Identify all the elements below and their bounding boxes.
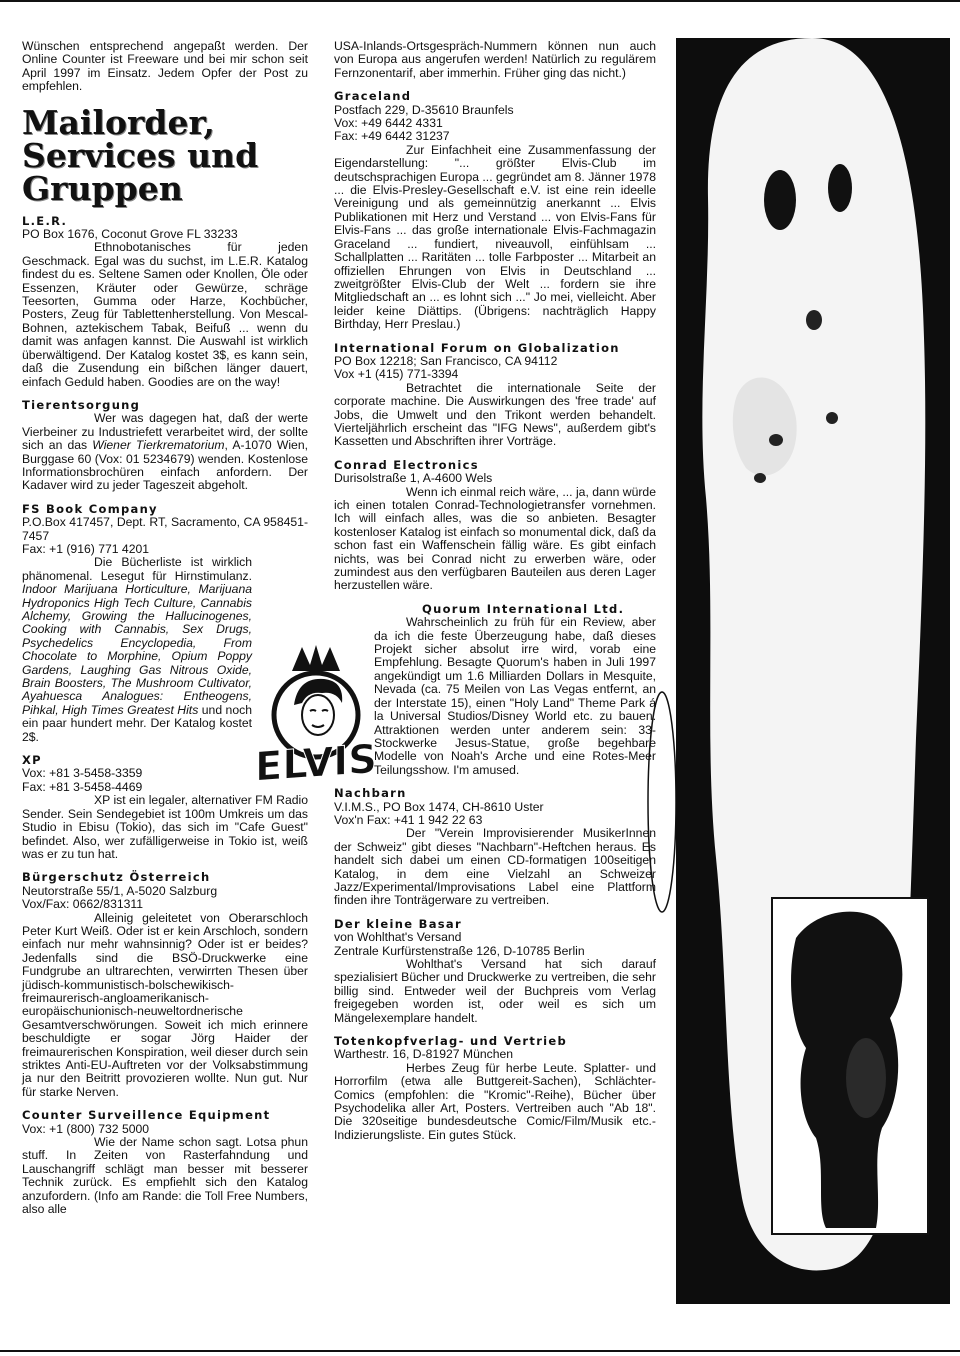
entry-address: Warthestr. 16, D-81927 München [334, 1047, 514, 1062]
entry-heading-tierentsorgung: Tierentsorgung [22, 397, 141, 412]
entry-vox: Vox: +81 3-5458-3359 [22, 766, 143, 781]
entry-heading-conrad: Conrad Electronics [334, 457, 479, 472]
ghost-figure-photo [676, 38, 950, 1304]
entry-text: Wie der Name schon sagt. Lotsa phun stuff. In Zeiten von Rasterfahndung und Lauschangriff schlägt man besser mit besserer Technik zurück. Es empfiehlt sich den Katalog anzufordern. (Info am Rande: die Toll Free Numbers, also alle [22, 1135, 308, 1217]
entry-heading-quorum: Quorum International Ltd. [422, 601, 625, 616]
entry-subtitle: von Wohlthat's Versand [334, 930, 462, 945]
entry-heading-totenkopf: Totenkopfverlag- und Vertrieb [334, 1034, 568, 1049]
entry-address: PO Box 12218; San Francisco, CA 94112 [334, 353, 558, 368]
top-rule [0, 0, 960, 2]
entry-text: XP ist ein legaler, alternativer FM Radio Sender. Sein Sendegebiet ist 100m Umkreis um das Studio in Ebisu (Tokio), das sich im "Cafe Guest" befindet. Also, wer zufälligerweise in Tokio ist, weiß was er zu tun hat. [22, 793, 308, 861]
entry-address: Neutorstraße 55/1, A-5020 Salzburg [22, 883, 218, 898]
entry-address: Zentrale Kurfürstenstraße 126, D-10785 Berlin [334, 943, 585, 958]
entry-text: Zur Einfachheit eine Zusammenfassung der Eigendarstellung: "... größter Elvis-Club im deutschsprachigen Europa ... gegründet am 8. Jänner 1978 ... die Elvis-Presley-Gesellschaft e.V. ist eine rein ideelle Vereinigung und als gemeinnützig anerkannt ... Elvis Publikationen mit Herz und Verstand ... von Elvis-Fans für Elvis-Fans ... das große internationale Elvis-Fachmagazin Graceland ... fundiert, niveauvoll, einfühlsam ... Schallplatten ... Raritäten ... tolle Farbposter ... Mitarbeit an offiziellen Ehrungen von Elvis in Deutschland ... zweitgrößter Elvis-Club der Welt ... fordern sie ihre Mitgliedschaft an ... es lohnt sich ..." Jo mei, vielleicht. Aber leider keine Diättips. (Übrigens: nachträglich Happy Birthday, Herr Preslau.) [334, 142, 656, 332]
entry-fax: Vox'n Fax: +41 1 942 22 63 [334, 812, 483, 827]
entry-text: Wohlthat's Versand hat sich darauf spezialisiert Bücher und Druckwerke zu vertreiben, die sehr billig sind. Entweder weil der Buchpreis vom Verlag freigegeben worden ist, oder weil es sich um Mängelexemplare handelt. [334, 957, 656, 1025]
entry-fax: Fax: +49 6442 31237 [334, 129, 450, 144]
section-title: Mailorder, Services und Gruppen [22, 102, 259, 208]
entry-address: V.I.M.S., PO Box 1474, CH-8610 Uster [334, 799, 544, 814]
entry-heading-xp: XP [22, 753, 42, 768]
intro-text: Wünschen entsprechend angepaßt werden. Der Online Counter ist Freeware und bei mir schon seit April 1997 im Einsatz. Jedem Opfer der Post zu empfehlen. [22, 39, 308, 94]
entry-vox: Vox: +1 (800) 732 5000 [22, 1121, 150, 1136]
entry-text: Der "Verein Improvisierender MusikerInnen der Schweiz" gibt dieses "Nachbarn"-Heftchen heraus. Es handelt sich dabei um einen CD-formatigen 100seitigen Katalog, in dem eine Vielzahl an Schweizer Jazz/Experimental/Improvisations Label eine Plattform finden ihre Tonträgerware zu vertreiben. [334, 826, 656, 908]
entry-address: Durisolstraße 1, A-4600 Wels [334, 471, 493, 486]
entry-heading-basar: Der kleine Basar [334, 916, 462, 931]
entry-heading-nachbarn: Nachbarn [334, 786, 407, 801]
entry-fax: Fax: +1 (916) 771 4201 [22, 541, 150, 556]
entry-text: Alleinig geleitetet von Oberarschloch Peter Kurt Weiß. Oder ist er kein Arschloch, sondern einfach nur mehr wahnsinnig? Oder ist er beides? Jedenfalls sind die BSÖ-Druckwerke eine Fundgrube an ultrarechten, verwirrten Thesen über jüdisch-kommunistisch-bolschewikisch-freimaurerisch-angloamerikanisch-europäischunionisch-neuweltordnerische Gesamtverschwörungen. Soweit ich mich erinnere beschuldigte er sogar Jörg Haider der freimaurerischen Konspiration, weil dieser durch sein striktes Anti-EU-Auftreten vor der Volksabstimmung ja nur den Beitritt provozieren wollte. Nun gut. Nur für starke Nerven. [22, 910, 308, 1099]
bottom-rule [0, 1350, 960, 1352]
entry-heading-fs-book: FS Book Company [22, 501, 158, 516]
middle-column [334, 40, 656, 1142]
entry-text: Wer was dagegen hat, daß der werte Vierbeiner zu Industriefett verarbeitet wird, der sollte sich an das Wiener Tierkrematorium, A-1070 Wien, Burggase 60 (Vox: 01 5234679) wenden. Kostenlose Informationsbrochüren einfach anfordern. Der Kadaver wird zu jeder Tageszeit abgeholt. [22, 411, 308, 493]
intro-text: USA-Inlands-Ortsgespräch-Nummern können nun auch von Europa aus angerufen werden! Natürlich zu regulärem Fernzonentarif, aber immerhin. Früher ging das nicht.) [334, 39, 656, 80]
entry-vox: Vox +1 (415) 771-3394 [334, 367, 459, 382]
entry-address: Postfach 229, D-35610 Braunfels [334, 102, 514, 117]
entry-heading-graceland: Graceland [334, 89, 412, 104]
left-column [22, 40, 308, 1216]
entry-heading-buergerschutz: Bürgerschutz Österreich [22, 870, 211, 885]
elvis-logo-text: ELVIS [255, 736, 377, 791]
entry-fax: Fax: +81 3-5458-4469 [22, 779, 143, 794]
entry-address: PO Box 1676, Coconut Grove FL 33233 [22, 227, 238, 242]
entry-address: P.O.Box 417457, Dept. RT, Sacramento, CA 958451-7457 [22, 515, 308, 543]
entry-text: Wenn ich einmal reich wäre, ... ja, dann würde ich einen totalen Conrad-Technologietransfer vornehmen. Ich will einfach alles, was die so anbieten. Besagter kostenloser Katalog ist einfach so monumental dick, daß da schon fast ein Waffenschein fällig wäre. Es gibt einfach nichts, was bei Conrad nicht zu erwerben wäre, oder zumindest aus den verfügbaren Bauteilen aus deren Lager herzustellen wäre. [334, 484, 656, 593]
entry-text: Ethnobotanisches für jeden Geschmack. Egal was du suchst, im L.E.R. Katalog findest du es. Seltene Samen oder Knollen, Öle oder Essenzen, Kräuter oder Gewürze, schräge Teesorten, Gumma oder Harze, Kochbücher, Posters, Zeug für Tablettenherstellung. Von Mescal-Bohnen, aztekischem Tabak, Beifuß ... wenn du damit was anfagen kannst. Die Auswahl ist wirklich überwältigend. Der Katalog kostet 3$, es kann sein, daß die Zusendung ein bißchen länger dauert, einfach Geduld haben. Goodies are on the way! [22, 240, 308, 389]
entry-text: Die Bücherliste ist wirklich phänomenal. Lesegut für Hirnstimulanz. Indoor Marijuana Horticulture, Marijuana Hydroponics High Tech Culture, Cannabis Alchemy, Growing the Hallucinogenes, Cooking with Cannabis, Sex Drugs, Psychedelics Encyclopedia, From Chocolate to Morphine, Opium Poppy Gardens, Laughing Gas Nitrous Oxide, Brain Boosters, The Mushroom Cultivator, Ayahuesca Analogues: Entheogens, Pihkal, High Times Greatest Hits und noch ein paar hundert mehr. Der Katalog kostet 2$. [22, 555, 252, 744]
entry-vox: Vox: +49 6442 4331 [334, 116, 443, 131]
entry-text: Herbes Zeug für herbe Leute. Splatter- und Horrorfilm (etwa alle Buttgereit-Sachen), Schlächter-Comics (empfohlen: die "Kromic"-Reihe), Bücher über Psychodelika aller Art, Posters. Vertreiben auch "Ab 18". Die 320seitige bundesdeutsche Comic/Film/Musik etc.-Indizierungsliste. Ein gutes Stück. [334, 1060, 656, 1142]
entry-text: Wahrscheinlich zu früh für ein Review, aber da ich die feste Überzeugung habe, daß dieses Projekt sicher absolut irre wird, vorab eine Empfehlung. Besagte Quorum's haben in Juli 1997 angekündigt um 1.6 Milliarden Dollars in Mesquite, Nevada (ca. 75 Meilen von Las Vegas entfernt, an der Interstate 15), einen "Holy Land" Theme Park á la Universal Studios/Disney World etc. zu bauen. Attraktionen werden unter anderem sein: 33-Stockwerke Jesus-Statue, große begehbare Modelle von Noah's Arche und eine Rotes-Meer Teilungsshow. I'm amused. [374, 615, 656, 777]
entry-heading-counter-surveillence: Counter Surveillence Equipment [22, 1108, 271, 1123]
entry-heading-ler: L.E.R. [22, 213, 68, 228]
decorative-oval-outline [645, 688, 679, 916]
entry-text: Betrachtet die internationale Seite der corporate machine. Die Auswirkungen des 'free trade' auf Jobs, die Umwelt und den Trikont werden behandelt. Vierteljährlich erscheint das "IFG News", außerdem gibt's Kassetten und Abschriften ihrer Vorträge. [334, 380, 656, 449]
entry-heading-ifg: International Forum on Globalization [334, 340, 620, 355]
entry-fax: Vox/Fax: 0662/831311 [22, 897, 144, 912]
